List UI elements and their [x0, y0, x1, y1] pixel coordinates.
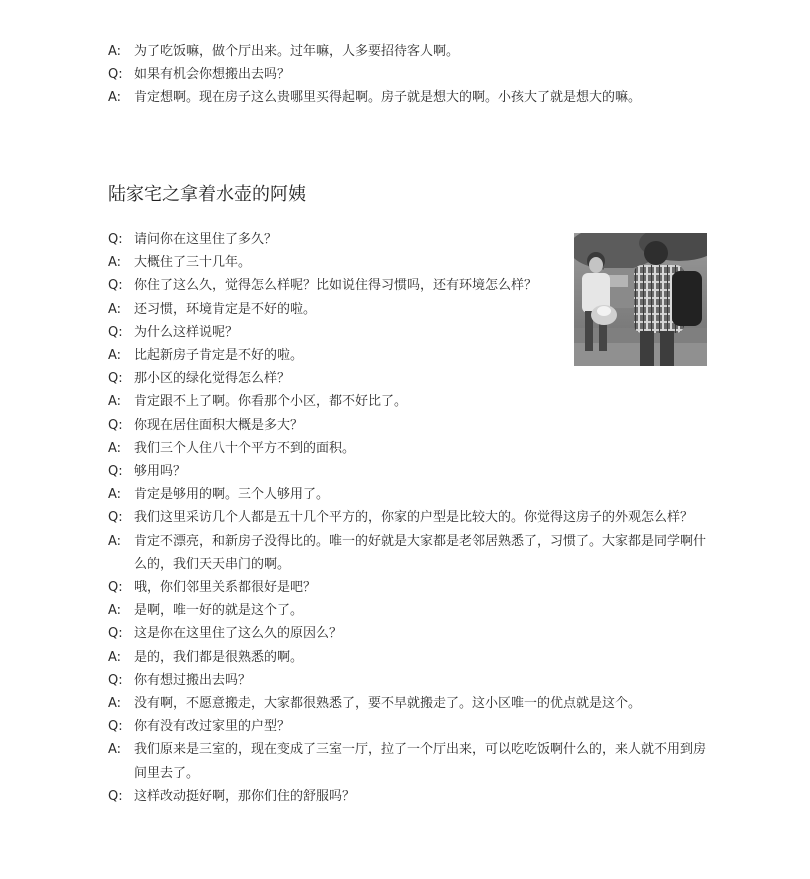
question-label: Q:: [108, 788, 123, 804]
question-text: 为什么这样说呢？: [134, 324, 239, 340]
dialogue-line: [108, 599, 708, 622]
question-text: 这是你在这里住了这么久的原因么？: [134, 626, 343, 642]
dialogue-line: [108, 344, 708, 367]
question-text: 那小区的绿化觉得怎么样？: [134, 371, 291, 387]
question-text: 这样改动挺好啊，那你们住的舒服吗？: [134, 788, 356, 804]
answer-label: A:: [108, 696, 122, 712]
question-label: Q:: [108, 371, 123, 387]
question-label: Q:: [108, 719, 123, 735]
question-label: Q:: [108, 278, 123, 294]
answer-text: 肯定想啊。现在房子这么贵哪里买得起啊。房子就是想大的啊。小孩大了就是想大的嘛。: [134, 90, 642, 106]
question-label: Q:: [108, 580, 123, 596]
answer-label: A:: [108, 603, 122, 619]
question-label: Q:: [108, 417, 123, 433]
answer-label: A:: [108, 440, 122, 456]
dialogue-line: [108, 483, 708, 506]
answer-text: 没有啊，不愿意搬走，大家都很熟悉了，要不早就搬走了。这小区唯一的优点就是这个。: [134, 696, 642, 712]
question-label: Q:: [108, 672, 123, 688]
answer-label: A:: [108, 487, 122, 503]
answer-label: A:: [108, 742, 122, 758]
answer-label: A:: [108, 533, 122, 549]
dialogue-line: [108, 669, 708, 692]
main-dialogue: [108, 228, 708, 808]
answer-label: A:: [108, 301, 122, 317]
question-text: 你有没有改过家里的户型？: [134, 719, 291, 735]
answer-label: A:: [108, 649, 122, 665]
answer-text: 大概住了三十几年。: [134, 255, 252, 271]
question-text: 你住了这么久，觉得怎么样呢？比如说住得习惯吗，还有环境怎么样？: [134, 278, 538, 294]
answer-label: A:: [108, 90, 122, 106]
dialogue-line: [108, 251, 708, 274]
answer-label: A:: [108, 255, 122, 271]
dialogue-line: [108, 506, 708, 529]
dialogue-line: [108, 692, 708, 715]
section-title: 陆家宅之拿着水壶的阿姨: [108, 184, 306, 205]
dialogue-line: [108, 367, 708, 390]
question-label: Q:: [108, 510, 123, 526]
answer-label: A:: [108, 44, 122, 59]
dialogue-line: [108, 460, 708, 483]
dialogue-line: [108, 63, 708, 86]
question-text: 够用吗？: [134, 464, 187, 480]
question-label: Q:: [108, 232, 123, 247]
answer-text: 我们原来是三室的，现在变成了三室一厅，拉了一个厅出来，可以吃吃饭啊什么的，来人就不用到房间里去了。: [134, 742, 707, 781]
answer-label: A:: [108, 348, 122, 364]
dialogue-line: [108, 40, 708, 63]
answer-text: 肯定是够用的啊。三个人够用了。: [134, 487, 330, 503]
question-label: Q:: [108, 464, 123, 480]
answer-text: 为了吃饭嘛，做个厅出来。过年嘛，人多要招待客人啊。: [134, 44, 460, 59]
question-label: Q:: [108, 324, 123, 340]
top-dialogue: [108, 40, 708, 110]
answer-text: 比起新房子肯定是不好的啦。: [134, 348, 304, 364]
dialogue-line: [108, 785, 708, 808]
question-text: 你有想过搬出去吗？: [134, 672, 252, 688]
question-text: 请问你在这里住了多久？: [134, 232, 278, 247]
dialogue-line: [108, 622, 708, 645]
answer-label: A:: [108, 394, 122, 410]
dialogue-line: [108, 530, 708, 576]
answer-text: 我们三个人住八十个平方不到的面积。: [134, 440, 356, 456]
dialogue-line: [108, 738, 708, 784]
dialogue-line: [108, 228, 708, 251]
dialogue-line: [108, 274, 708, 297]
dialogue-line: [108, 86, 708, 109]
dialogue-line: [108, 437, 708, 460]
question-text: 我们这里采访几个人都是五十几个平方的，你家的户型是比较大的。你觉得这房子的外观怎么样？: [134, 510, 694, 526]
dialogue-line: [108, 715, 708, 738]
dialogue-line: [108, 390, 708, 413]
answer-text: 还习惯，环境肯定是不好的啦。: [134, 301, 317, 317]
answer-text: 肯定跟不上了啊。你看那个小区，都不好比了。: [134, 394, 408, 410]
answer-text: 是的，我们都是很熟悉的啊。: [134, 649, 304, 665]
dialogue-line: [108, 414, 708, 437]
question-text: 哦，你们邻里关系都很好是吧？: [134, 580, 317, 596]
dialogue-line: [108, 321, 708, 344]
question-label: Q:: [108, 67, 123, 83]
dialogue-line: [108, 646, 708, 669]
question-text: 如果有机会你想搬出去吗？: [134, 67, 291, 83]
answer-text: 是啊，唯一好的就是这个了。: [134, 603, 304, 619]
question-text: 你现在居住面积大概是多大？: [134, 417, 304, 433]
answer-text: 肯定不漂亮，和新房子没得比的。唯一的好就是大家都是老邻居熟悉了，习惯了。大家都是同学啊什么的，我们天天串门的啊。: [134, 533, 707, 572]
question-label: Q:: [108, 626, 123, 642]
dialogue-line: [108, 298, 708, 321]
dialogue-line: [108, 576, 708, 599]
